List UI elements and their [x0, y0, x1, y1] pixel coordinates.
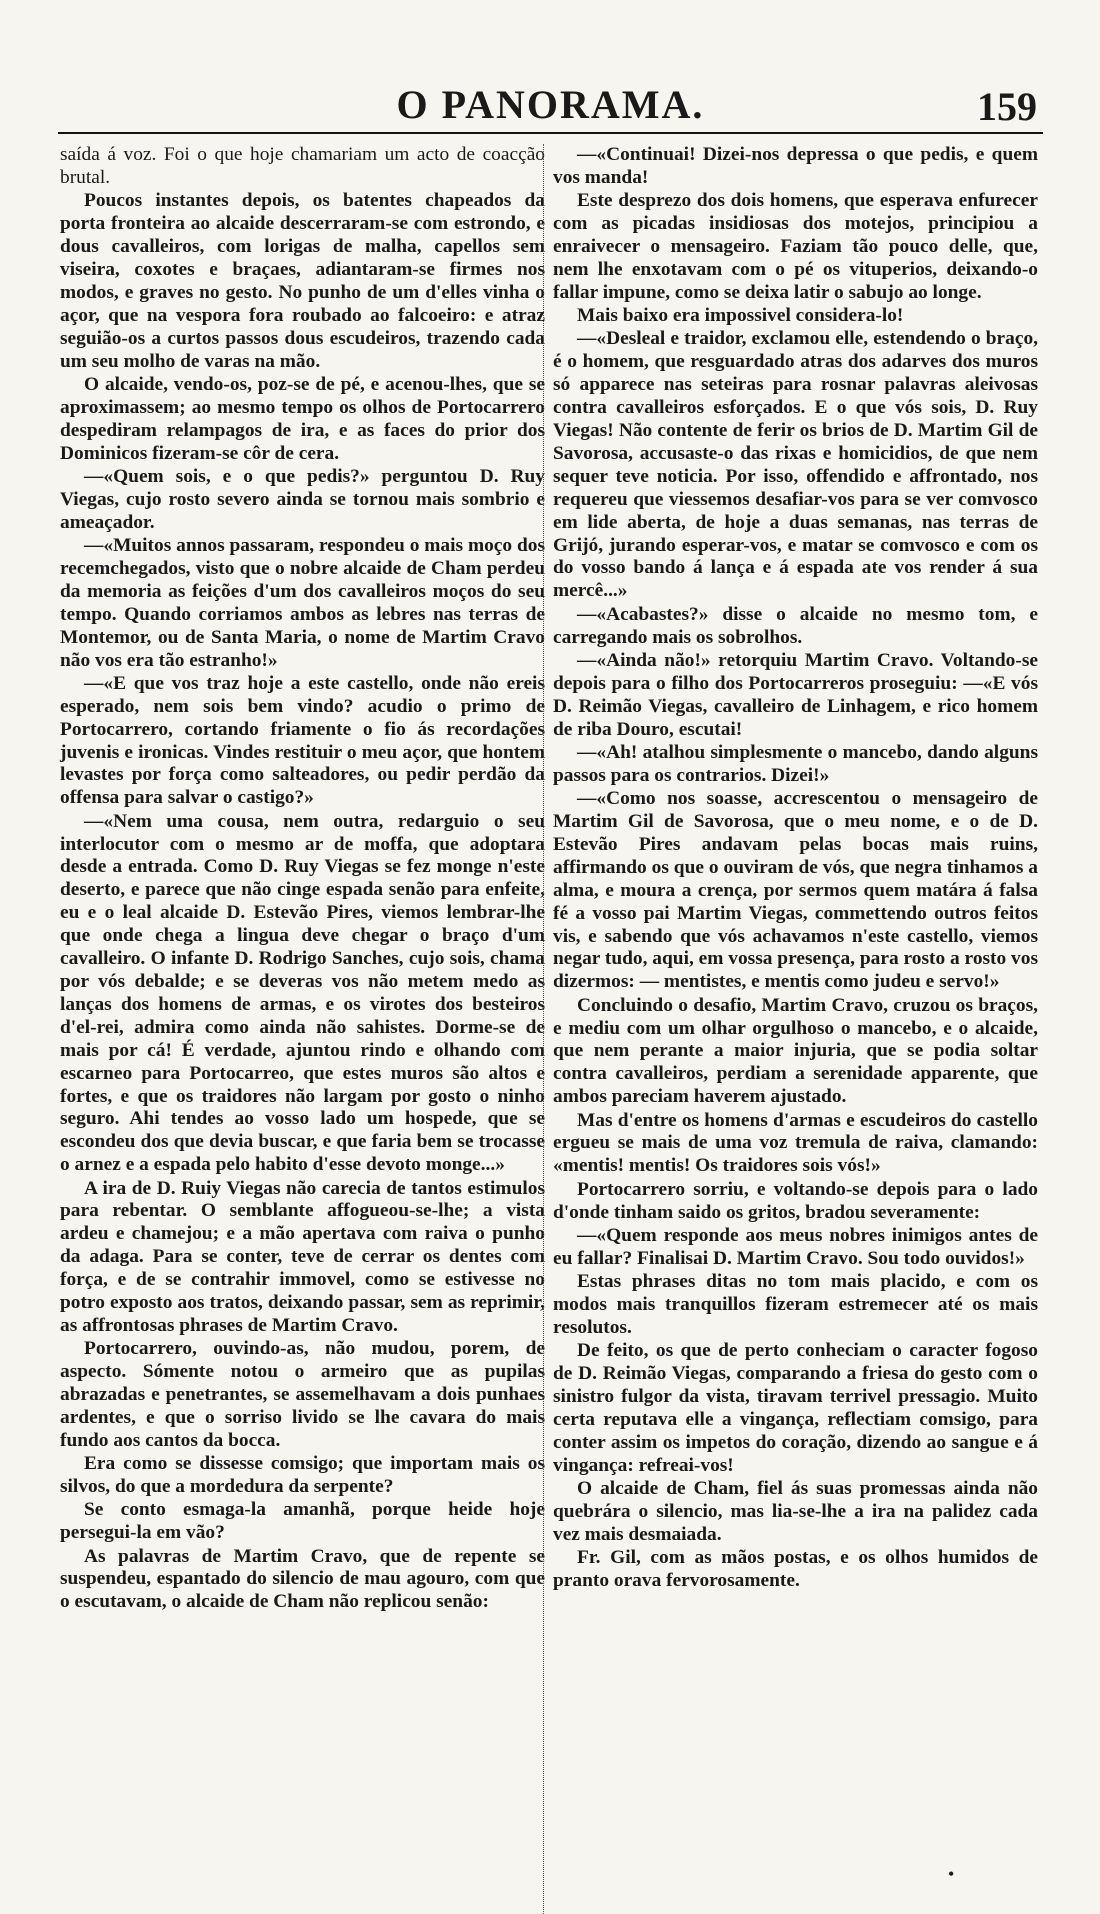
paragraph: Mas d'entre os homens d'armas e escudeiros do castello ergueu se mais de uma voz tremula de raiva, clamando: «mentis! mentis! Os traidores sois vós!» — [553, 1109, 1038, 1177]
paragraph: —«Quem sois, e o que pedis?» perguntou D. Ruy Viegas, cujo rosto severo ainda se tornou mais sombrio e ameaçador. — [60, 465, 545, 533]
paragraph: De feito, os que de perto conheciam o caracter fogoso de D. Reimão Viegas, comparando a friesa do gesto com o sinistro fulgor da vista, tiravam terrivel pressagio. Muito certa reputava elle a vingança, reflectiam comsigo, para conter assim os impetos do coração, dizendo ao sangue e á vingança: refreai-vos! — [553, 1340, 1038, 1476]
paragraph: Era como se dissesse comsigo; que importam mais os silvos, do que a mordedura da serpente? — [60, 1453, 545, 1498]
paragraph: Estas phrases ditas no tom mais placido, e com os modos mais tranquillos fizeram estremecer até os mais resolutos. — [553, 1271, 1038, 1338]
right-column — [553, 144, 1038, 1593]
paragraph: Concluindo o desafio, Martim Cravo, cruzou os braços, e mediu com um olhar orgulhoso o mancebo, e o alcaide, que nem perante a maior injuria, que se podia soltar contra cavalleiros, perdiam a serenidade apparente, que ambos pareciam haverem ajustado. — [553, 994, 1038, 1108]
paragraph: O alcaide, vendo-os, poz-se de pé, e acenou-lhes, que se aproximassem; ao mesmo tempo os olhos de Portocarrero despediram relampagos de ira, e as faces do prior dos Dominicos fizeram-se côr de cera. — [60, 373, 545, 464]
paragraph: A ira de D. Ruiy Viegas não carecia de tantos estimulos para rebentar. O semblante affogueou-se-lhe; a vista ardeu e chamejou; e a mão apertava com raiva o punho da adaga. Para se conter, teve de cerrar os dentes com força, e de se contrahir immovel, como se estivesse no potro exposto aos tratos, deixando passar, sem as reprimir, as affrontosas phrases de Martim Cravo. — [60, 1177, 545, 1336]
paragraph: As palavras de Martim Cravo, que de repente se suspendeu, espantado do silencio de mau agouro, com que o escutavam, o alcaide de Cham não replicou senão: — [60, 1545, 545, 1613]
paragraph: O alcaide de Cham, fiel ás suas promessas ainda não quebrára o silencio, mas lia-se-lhe a ira na palidez cada vez mais desmaiada. — [553, 1478, 1038, 1545]
page-header — [58, 80, 1043, 134]
left-column — [60, 144, 545, 1615]
paragraph: —«E que vos traz hoje a este castello, onde não ereis esperado, nem sois bem vindo? acudio o primo de Portocarrero, cortando friamente o fio ás recordações juvenis e ironicas. Vindes restituir o meu açor, que hontem levastes por força como salteadores, ou pedir perdão da offensa para salvar o castigo?» — [60, 672, 545, 809]
masthead-title: O PANORAMA. — [396, 82, 705, 127]
paragraph: Este desprezo dos dois homens, que esperava enfurecer com as picadas insidiosas dos motejos, principiou a enraivecer o mensageiro. Faziam tão pouco delle, que, nem lhe enxotavam com o pé os vituperios, deixando-o fallar impune, como se deixa latir o sabujo ao longe. — [553, 190, 1038, 303]
paragraph: —«Muitos annos passaram, respondeu o mais moço dos recemchegados, visto que o nobre alcaide de Cham perdeu da memoria as feições d'um dos cavalleiros moços do seu tempo. Quando corriamos ambos as lebres nas terras de Montemor, ou de Santa Maria, o nome de Martim Cravo não vos era tão estranho!» — [60, 534, 545, 671]
ornament-dot: • — [948, 1864, 955, 1884]
paragraph: Portocarrero, ouvindo-as, não mudou, porem, de aspecto. Sómente notou o armeiro que as pupilas abrazadas e penetrantes, se assemelhavam a dois punhaes ardentes, e que o sorriso livido se lhe cavara do mais fundo aos cantos da bocca. — [60, 1338, 545, 1451]
page-number: 159 — [977, 84, 1037, 129]
paragraph: Se conto esmaga-la amanhã, porque heide hoje persegui-la em vão? — [60, 1499, 545, 1544]
paragraph: —«Ah! atalhou simplesmente o mancebo, dando alguns passos para os contrarios. Dizei!» — [553, 741, 1038, 786]
paragraph: —«Quem responde aos meus nobres inimigos antes de eu fallar? Finalisai D. Martim Cravo. Sou todo ouvidos!» — [553, 1224, 1038, 1269]
paragraph: Fr. Gil, com as mãos postas, e os olhos humidos de pranto orava fervorosamente. — [553, 1547, 1038, 1592]
paragraph: —«Nem uma cousa, nem outra, redarguio o seu interlocutor com o mesmo ar de moffa, que adoptara desde a entrada. Como D. Ruy Viegas se fez monge n'este deserto, e parece que não cinge espada senão para enfeite, eu e o leal alcaide D. Estevão Pires, viemos lembrar-lhe que onde chega a lingua deve chegar o braço d'um cavalleiro. O infante D. Rodrigo Sanches, cujo sois, chama por vós debalde; e se deveras vos não metem medo as lanças dos homens de armas, e os virotes dos besteiros d'el-rei, admira como ainda não sahistes. Dorme-se de mais por cá! É verdade, ajuntou rindo e olhando com escarneo para Portocarreo, que estes muros são altos e fortes, e que os traidores não largam por gosto o ninho seguro. Ahi tendes ao vosso lado um hospede, que se escondeu dos que devia buscar, e que faria bem se trocasse o arnez e a espada pelo habito d'esse devoto monge...» — [60, 810, 545, 1176]
paragraph: Mais baixo era impossivel considera-lo! — [577, 305, 904, 327]
column-divider — [543, 144, 544, 1914]
paragraph: Poucos instantes depois, os batentes chapeados da porta fronteira ao alcaide descerraram-se com estrondo, e dous cavalleiros, com lorigas de malha, capellos sem viseira, coxotes e braçaes, adiantaram-se firmes nos modos, e graves no gesto. No punho de um d'elles vinha o açor, que na vespora fora roubado ao falcoeiro: e atraz seguião-os a curtos passos dous escudeiros, trazendo cada um seu molho de varas na mão. — [60, 190, 545, 372]
paragraph: —«Acabastes?» disse o alcaide no mesmo tom, e carregando mais os sobrolhos. — [553, 603, 1038, 648]
paragraph: saída á voz. Foi o que hoje chamariam um acto de coacção brutal. — [60, 144, 545, 188]
paragraph: —«Ainda não!» retorquiu Martim Cravo. Voltando-se depois para o filho dos Portocarreros proseguiu: —«E vós D. Reimão Viegas, cavalleiro de Linhagem, e rico homem de riba Douro, escutai! — [553, 649, 1038, 740]
paragraph: Portocarrero sorriu, e voltando-se depois para o lado d'onde tinham saido os gritos, bradou severamente: — [553, 1178, 1038, 1223]
paragraph: —«Continuai! Dizei-nos depressa o que pedis, e quem vos manda! — [553, 144, 1038, 188]
paragraph: —«Desleal e traidor, exclamou elle, estendendo o braço, é o homem, que resguardado atras dos adarves dos muros só apparece nas seteiras para rosnar palavras aleivosas contra cavalleiros esforçados. E o que vós sois, D. Ruy Viegas! Não contente de ferir os brios de D. Martim Gil de Savorosa, accusaste-o das rixas e homicidios, de que nem sequer teve noticia. Por isso, offendido e affrontado, nos requereu que viessemos desafiar-vos para se ver comvosco em lide aberta, de hoje a duas semanas, nas terras de Grijó, jurando esperar-vos, e matar se comvosco e com os do vosso bando á lança e á espada ate vos render á sua mercê...» — [553, 328, 1038, 602]
paragraph: —«Como nos soasse, accrescentou o mensageiro de Martim Gil de Savorosa, que o meu nome, e o de D. Estevão Pires andavam pelas bocas mais ruins, affirmando os que o ouviram de vós, que negra tinhamos a alma, e moura a crença, por sermos quem matára á falsa fé a vosso pai Martim Viegas, commettendo outros feitos vis, e sabendo que vós achavamos n'este castello, viemos negar tudo, aqui, em vossa presença, para rosto a rosto vos dizermos: — mentistes, e mentis como judeu e servo!» — [553, 788, 1038, 993]
